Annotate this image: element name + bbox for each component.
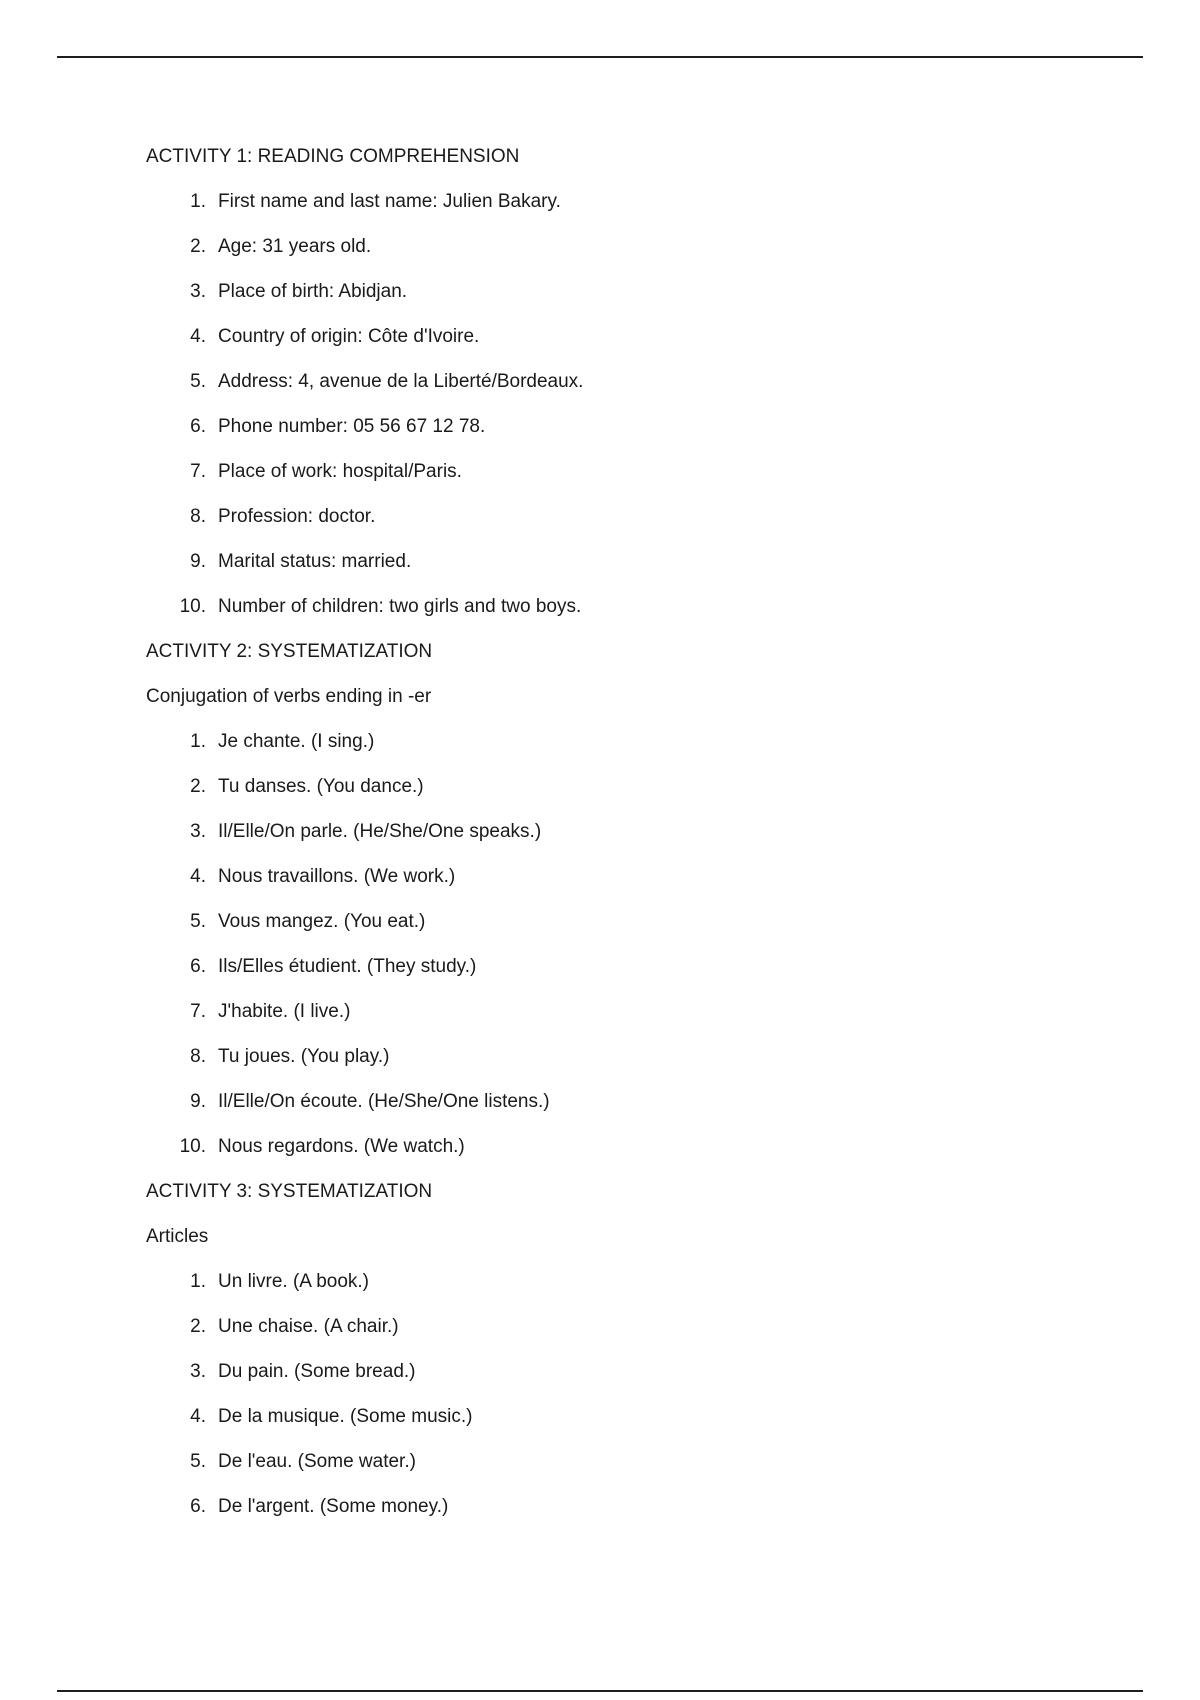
item-text: Je chante. (I sing.) — [218, 731, 375, 752]
section-activity-3 — [146, 1181, 1096, 1518]
item-text: Du pain. (Some bread.) — [218, 1361, 416, 1382]
list-item — [146, 1091, 1096, 1113]
item-number: 3. — [190, 1361, 206, 1382]
list-item — [146, 236, 1096, 258]
item-text: Ils/Elles étudient. (They study.) — [218, 956, 477, 977]
item-text: Marital status: married. — [218, 551, 412, 572]
item-text: J'habite. (I live.) — [218, 1001, 351, 1022]
section-subheading: Articles — [146, 1226, 209, 1247]
item-number: 1. — [190, 191, 206, 212]
item-number: 2. — [190, 236, 206, 257]
document-body — [146, 146, 1096, 1541]
section-activity-1 — [146, 146, 1096, 618]
item-number: 7. — [190, 1001, 206, 1022]
item-number: 3. — [190, 821, 206, 842]
item-number: 2. — [190, 1316, 206, 1337]
item-text: Place of work: hospital/Paris. — [218, 461, 462, 482]
list-item — [146, 191, 1096, 213]
item-text: De l'eau. (Some water.) — [218, 1451, 416, 1472]
section-subheading: Conjugation of verbs ending in -er — [146, 686, 432, 707]
item-text: Profession: doctor. — [218, 506, 376, 527]
section-activity-2 — [146, 641, 1096, 1158]
item-text: Un livre. (A book.) — [218, 1271, 369, 1292]
list-item — [146, 911, 1096, 933]
section-heading: ACTIVITY 3: SYSTEMATIZATION — [146, 1181, 433, 1202]
list-item — [146, 461, 1096, 483]
item-text: Une chaise. (A chair.) — [218, 1316, 399, 1337]
item-text: Tu danses. (You dance.) — [218, 776, 424, 797]
list-item — [146, 281, 1096, 303]
item-text: De l'argent. (Some money.) — [218, 1496, 449, 1517]
answer-list — [146, 191, 1096, 618]
item-text: Country of origin: Côte d'Ivoire. — [218, 326, 480, 347]
item-text: Vous mangez. (You eat.) — [218, 911, 426, 932]
item-number: 2. — [190, 776, 206, 797]
list-item — [146, 1406, 1096, 1428]
list-item — [146, 731, 1096, 753]
item-number: 9. — [190, 551, 206, 572]
item-number: 8. — [190, 1046, 206, 1067]
list-item — [146, 596, 1096, 618]
list-item — [146, 1451, 1096, 1473]
item-number: 4. — [190, 1406, 206, 1427]
item-number: 7. — [190, 461, 206, 482]
item-text: Phone number: 05 56 67 12 78. — [218, 416, 486, 437]
list-item — [146, 371, 1096, 393]
list-item — [146, 1496, 1096, 1518]
section-heading: ACTIVITY 2: SYSTEMATIZATION — [146, 641, 433, 662]
item-number: 5. — [190, 1451, 206, 1472]
item-text: Nous regardons. (We watch.) — [218, 1136, 465, 1157]
item-number: 1. — [190, 731, 206, 752]
item-text: Nous travaillons. (We work.) — [218, 866, 456, 887]
list-item — [146, 416, 1096, 438]
list-item — [146, 1271, 1096, 1293]
footer-rule — [57, 1690, 1143, 1692]
item-text: Address: 4, avenue de la Liberté/Bordeaux. — [218, 371, 584, 392]
list-item — [146, 776, 1096, 798]
item-text: First name and last name: Julien Bakary. — [218, 191, 561, 212]
header-rule — [57, 56, 1143, 58]
item-text: Il/Elle/On parle. (He/She/One speaks.) — [218, 821, 542, 842]
item-number: 9. — [190, 1091, 206, 1112]
list-item — [146, 506, 1096, 528]
item-number: 1. — [190, 1271, 206, 1292]
list-item — [146, 866, 1096, 888]
list-item — [146, 1361, 1096, 1383]
item-text: Il/Elle/On écoute. (He/She/One listens.) — [218, 1091, 550, 1112]
item-number: 5. — [190, 911, 206, 932]
item-text: Tu joues. (You play.) — [218, 1046, 390, 1067]
list-item — [146, 1316, 1096, 1338]
item-number: 4. — [190, 866, 206, 887]
item-number: 10. — [179, 596, 206, 617]
answer-list — [146, 731, 1096, 1158]
answer-list — [146, 1271, 1096, 1518]
item-number: 8. — [190, 506, 206, 527]
item-number: 6. — [190, 1496, 206, 1517]
list-item — [146, 1001, 1096, 1023]
item-number: 6. — [190, 956, 206, 977]
item-number: 3. — [190, 281, 206, 302]
list-item — [146, 821, 1096, 843]
item-number: 4. — [190, 326, 206, 347]
list-item — [146, 956, 1096, 978]
list-item — [146, 551, 1096, 573]
list-item — [146, 326, 1096, 348]
list-item — [146, 1046, 1096, 1068]
item-text: De la musique. (Some music.) — [218, 1406, 473, 1427]
item-text: Age: 31 years old. — [218, 236, 372, 257]
item-number: 10. — [179, 1136, 206, 1157]
item-number: 5. — [190, 371, 206, 392]
list-item — [146, 1136, 1096, 1158]
item-text: Place of birth: Abidjan. — [218, 281, 408, 302]
item-number: 6. — [190, 416, 206, 437]
item-text: Number of children: two girls and two boys. — [218, 596, 582, 617]
section-heading: ACTIVITY 1: READING COMPREHENSION — [146, 146, 520, 167]
